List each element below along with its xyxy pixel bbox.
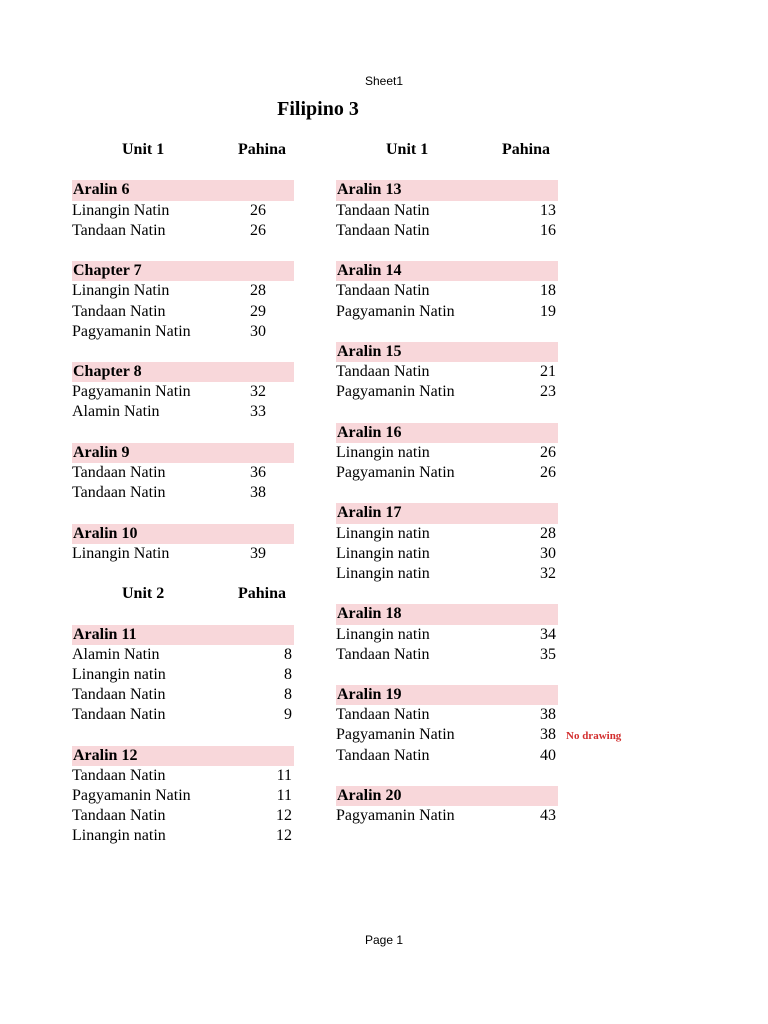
page-number: 40 <box>540 746 556 764</box>
blank-row <box>336 483 558 503</box>
unit-header: Unit 2 <box>122 585 165 603</box>
page-number: 8 <box>284 686 292 704</box>
blank-row <box>72 564 294 584</box>
page-number: 34 <box>540 625 556 643</box>
lesson-name: Tandaan Natin <box>72 807 166 825</box>
lesson-row <box>72 281 294 301</box>
lesson-row <box>336 281 558 301</box>
section-header: Aralin 18 <box>336 604 558 624</box>
page-number: 29 <box>250 302 266 320</box>
page-number: 11 <box>276 787 292 804</box>
lesson-name: Tandaan Natin <box>72 686 166 704</box>
lesson-row <box>336 443 558 463</box>
lesson-row <box>336 645 558 665</box>
section-header: Chapter 8 <box>72 362 294 382</box>
lesson-name: Tandaan Natin <box>72 464 166 481</box>
blank-row <box>336 241 558 261</box>
lesson-row <box>72 544 294 564</box>
lesson-name: Linangin Natin <box>72 282 170 300</box>
lesson-name: Linangin natin <box>72 665 166 683</box>
lesson-name: Tandaan Natin <box>336 746 430 764</box>
lesson-row <box>72 302 294 322</box>
lesson-row <box>72 645 294 665</box>
lesson-row <box>336 544 558 564</box>
lesson-row <box>72 201 294 221</box>
lesson-name: Tandaan Natin <box>72 766 166 784</box>
blank-row <box>72 725 294 745</box>
lesson-row <box>72 685 294 705</box>
page-number: 9 <box>284 706 292 724</box>
lesson-row <box>72 463 294 483</box>
page-number: 11 <box>276 766 292 784</box>
page-number: 32 <box>250 383 266 401</box>
page-number: 8 <box>284 645 292 663</box>
page-number: 39 <box>250 544 266 562</box>
lesson-name: Pagyamanin Natin <box>72 322 191 340</box>
lesson-row <box>336 302 558 322</box>
lesson-name: Tandaan Natin <box>336 645 430 663</box>
blank-row <box>336 322 558 342</box>
lesson-name: Linangin natin <box>336 544 430 562</box>
lesson-row <box>336 725 622 745</box>
lesson-name: Pagyamanin Natin <box>336 726 455 744</box>
column-header <box>336 140 558 160</box>
page-number: 32 <box>540 564 556 582</box>
lesson-name: Linangin natin <box>72 827 166 845</box>
lesson-name: Tandaan Natin <box>336 282 430 300</box>
lesson-row <box>336 806 558 826</box>
lesson-name: Tandaan Natin <box>336 201 430 219</box>
column-header <box>72 140 294 160</box>
lesson-row <box>336 201 558 221</box>
section-header: Aralin 14 <box>336 261 558 281</box>
page-number: 12 <box>276 827 292 845</box>
pahina-header: Pahina <box>237 141 286 158</box>
section-header: Aralin 10 <box>72 524 294 544</box>
page-number: 16 <box>540 221 556 239</box>
lesson-row <box>336 524 558 544</box>
page-number: 38 <box>540 706 556 724</box>
lesson-row <box>72 806 294 826</box>
lesson-name: Tandaan Natin <box>72 706 166 724</box>
section-header: Aralin 17 <box>336 503 558 523</box>
section-header: Aralin 16 <box>336 423 558 443</box>
page-number: 26 <box>250 201 266 219</box>
lesson-name: Pagyamanin Natin <box>72 383 191 401</box>
page-number: 12 <box>276 807 292 825</box>
lesson-name: Tandaan Natin <box>72 221 166 239</box>
page-number: 33 <box>250 403 266 421</box>
blank-row <box>72 604 294 624</box>
lesson-row <box>336 625 558 645</box>
lesson-row <box>72 382 294 402</box>
section-header: Aralin 9 <box>72 443 294 463</box>
section-header: Aralin 15 <box>336 342 558 362</box>
blank-row <box>72 241 294 261</box>
section-header: Aralin 19 <box>336 685 558 705</box>
page-number: 36 <box>250 464 266 481</box>
lesson-row <box>72 483 294 503</box>
lesson-row <box>336 463 558 483</box>
page-number: 26 <box>540 443 556 461</box>
lesson-row <box>72 705 294 725</box>
blank-row <box>336 402 558 422</box>
page-number: 30 <box>250 322 266 340</box>
lesson-name: Linangin Natin <box>72 201 170 219</box>
blank-row <box>72 160 294 180</box>
column-header <box>72 584 294 604</box>
page-number: 38 <box>540 726 556 744</box>
lesson-row <box>336 564 558 584</box>
blank-row <box>72 423 294 443</box>
lesson-name: Pagyamanin Natin <box>336 807 455 825</box>
lesson-row <box>72 786 294 806</box>
sheet-name: Sheet1 <box>364 74 404 88</box>
page-number: 13 <box>540 201 556 219</box>
right-column <box>336 140 622 826</box>
page-number: 26 <box>540 464 556 481</box>
lesson-row <box>72 402 294 422</box>
page-number: 18 <box>540 282 556 300</box>
lesson-row <box>72 322 294 342</box>
page-number: 30 <box>540 544 556 562</box>
pahina-header: Pahina <box>501 141 550 158</box>
page-footer: Page 1 <box>364 933 404 947</box>
section-header: Chapter 7 <box>72 261 294 281</box>
document-title: Filipino 3 <box>277 98 359 120</box>
lesson-name: Pagyamanin Natin <box>72 787 191 804</box>
section-header: Aralin 11 <box>72 625 294 645</box>
blank-row <box>336 584 558 604</box>
lesson-row <box>336 221 558 241</box>
lesson-row <box>72 826 294 846</box>
blank-row <box>72 342 294 362</box>
left-column <box>72 140 294 847</box>
page-number: 21 <box>540 363 556 381</box>
lesson-name: Linangin natin <box>336 625 430 643</box>
page-number: 19 <box>540 302 556 320</box>
section-header: Aralin 12 <box>72 746 294 766</box>
lesson-row <box>72 221 294 241</box>
lesson-name: Linangin natin <box>336 443 430 461</box>
lesson-name: Linangin Natin <box>72 544 170 562</box>
page-number: 28 <box>250 282 266 300</box>
lesson-name: Tandaan Natin <box>336 706 430 724</box>
lesson-name: Pagyamanin Natin <box>336 464 455 481</box>
blank-row <box>336 665 558 685</box>
lesson-row <box>336 382 558 402</box>
page-number: 35 <box>540 645 556 663</box>
page-number: 26 <box>250 221 266 239</box>
lesson-row <box>336 362 558 382</box>
lesson-row <box>336 705 558 725</box>
pahina-header: Pahina <box>237 585 286 603</box>
page-number: 8 <box>284 665 292 683</box>
lesson-name: Tandaan Natin <box>336 221 430 239</box>
unit-header: Unit 1 <box>122 141 165 158</box>
section-header: Aralin 6 <box>72 180 294 200</box>
lesson-name: Pagyamanin Natin <box>336 302 455 320</box>
lesson-row <box>72 766 294 786</box>
section-header: Aralin 20 <box>336 786 558 806</box>
lesson-name: Linangin natin <box>336 564 430 582</box>
lesson-name: Pagyamanin Natin <box>336 383 455 401</box>
lesson-name: Linangin natin <box>336 524 430 542</box>
section-header: Aralin 13 <box>336 180 558 200</box>
blank-row <box>336 160 558 180</box>
blank-row <box>72 503 294 523</box>
note-text: No drawing <box>566 730 622 743</box>
page-number: 43 <box>540 807 556 825</box>
lesson-row <box>336 746 558 766</box>
unit-header: Unit 1 <box>386 141 429 158</box>
lesson-name: Alamin Natin <box>72 403 160 421</box>
lesson-name: Tandaan Natin <box>72 484 166 502</box>
lesson-name: Alamin Natin <box>72 645 160 663</box>
lesson-row <box>72 665 294 685</box>
lesson-name: Tandaan Natin <box>72 302 166 320</box>
blank-row <box>336 766 558 786</box>
page-number: 38 <box>250 484 266 502</box>
page-number: 28 <box>540 524 556 542</box>
lesson-name: Tandaan Natin <box>336 363 430 381</box>
page-number: 23 <box>540 383 556 401</box>
